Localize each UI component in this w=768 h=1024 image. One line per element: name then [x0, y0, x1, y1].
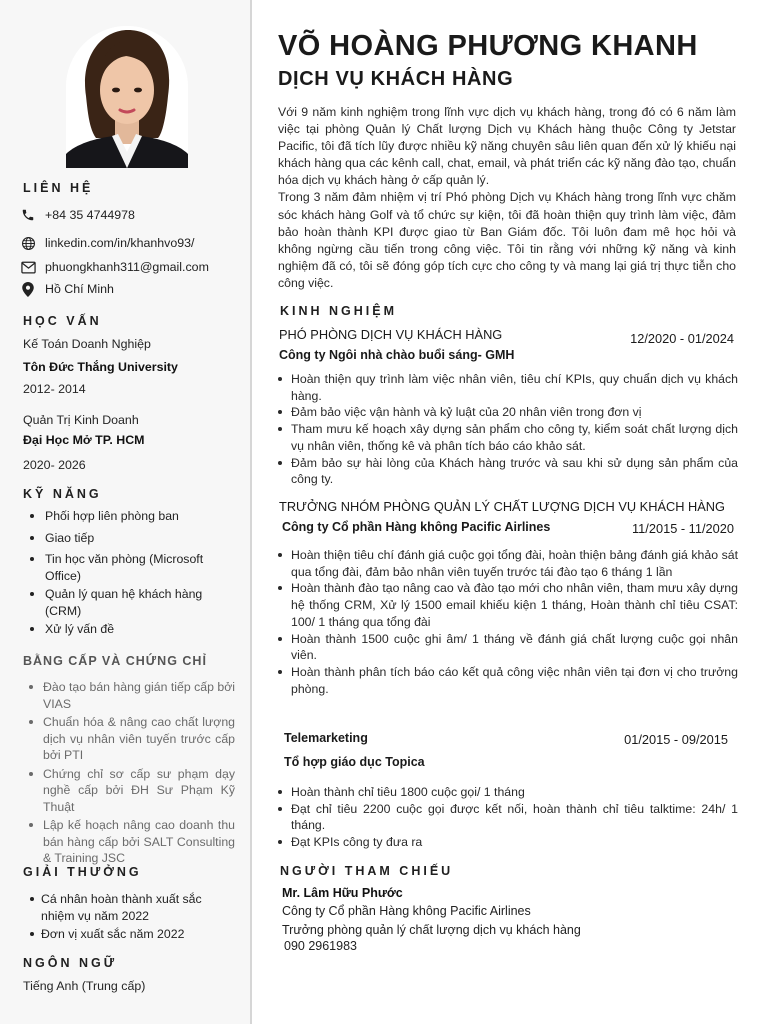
- summary-paragraph-1: Với 9 năm kinh nghiệm trong lĩnh vực dịch vụ khách hàng, trong đó có 6 năm làm việc tại phòng Quản lý Chất lượng Dịch vụ Khách hàng thuộc Công ty Jetstar Pacific, tôi đã tích lũy được nhiều kỹ năng chuyên sâu liên quan đến xử lý khiếu nại khách hàng qua các kênh call, chat, email, và phát triển các kỹ năng đào tạo, chuẩn hóa dịch vụ khách hàng ở cấp quản lý.: [278, 105, 736, 188]
- location-text: Hồ Chí Minh: [45, 282, 114, 296]
- phone-icon: [20, 207, 36, 223]
- reference-company: Công ty Cổ phần Hàng không Pacific Airlines: [282, 904, 531, 918]
- certificates-heading: BẰNG CẤP VÀ CHỨNG CHỈ: [23, 654, 207, 668]
- globe-icon: [20, 235, 36, 251]
- reference-phone[interactable]: 090 2961983: [284, 939, 357, 953]
- list-item: Đạt KPIs công ty đưa ra: [278, 834, 738, 851]
- list-item: Tham mưu kế hoạch xây dựng sản phẩm cho công ty, kiểm soát chất lượng dịch vụ nhân viên, thống kê và phân tích báo cáo khảo sát.: [278, 421, 738, 454]
- phone-number: +84 35 4744978: [45, 208, 135, 222]
- location-pin-icon: [20, 281, 36, 297]
- education-major-1: Kế Toán Doanh Nghiệp: [23, 337, 151, 351]
- list-item: Xử lý vấn đề: [23, 621, 228, 638]
- list-item: Hoàn thành 1500 cuộc ghi âm/ 1 tháng về đánh giá chất lượng cuộc gọi nhân viên.: [278, 631, 738, 664]
- contact-linkedin[interactable]: [20, 234, 194, 252]
- job-company-3: Tổ hợp giáo dục Topica: [284, 755, 425, 769]
- job-dates-2: 11/2015 - 11/2020: [632, 521, 734, 536]
- email-address: phuongkhanh311@gmail.com: [45, 260, 209, 274]
- contact-heading: LIÊN HỆ: [23, 181, 94, 195]
- reference-position: Trưởng phòng quản lý chất lượng dịch vụ khách hàng: [282, 923, 581, 937]
- list-item: Đảm bảo sự hài lòng của Khách hàng trước và sau khi sử dụng sản phẩm của công ty.: [278, 455, 738, 488]
- skills-list: [23, 508, 228, 638]
- job-dates-3: 01/2015 - 09/2015: [624, 732, 728, 747]
- list-item: Đơn vị xuất sắc năm 2022: [23, 926, 228, 943]
- job-company-2: Công ty Cổ phần Hàng không Pacific Airlines: [282, 520, 551, 534]
- list-item: Cá nhân hoàn thành xuất sắc nhiệm vụ năm 2022: [23, 891, 228, 924]
- education-major-2: Quản Trị Kinh Doanh: [23, 413, 139, 427]
- skills-heading: KỸ NĂNG: [23, 487, 102, 501]
- list-item: Tin học văn phòng (Microsoft Office): [23, 551, 228, 584]
- education-heading: HỌC VẤN: [23, 314, 102, 328]
- education-school-1: Tôn Đức Thắng University: [23, 360, 178, 374]
- main-content: [278, 0, 738, 1024]
- list-item: Quản lý quan hệ khách hàng (CRM): [23, 586, 228, 619]
- sidebar: [0, 0, 252, 1024]
- portrait-photo: [66, 26, 188, 168]
- candidate-title: DỊCH VỤ KHÁCH HÀNG: [278, 68, 514, 90]
- avatar: [66, 26, 188, 168]
- list-item: Hoàn thành phân tích báo cáo kết quả công việc nhân viên tại đơn vị cho trưởng phòng.: [278, 664, 738, 697]
- education-years-2: 2020- 2026: [23, 458, 86, 472]
- list-item: Đảm bảo việc vận hành và kỷ luật của 20 nhân viên trong đơn vị: [278, 404, 738, 421]
- list-item: Giao tiếp: [23, 530, 228, 547]
- list-item: Chứng chỉ sơ cấp sư phạm dạy nghề cấp bởi ĐH Sư Phạm Kỹ Thuật: [23, 766, 235, 816]
- list-item: Phối hợp liên phòng ban: [23, 508, 228, 525]
- language-value: Tiếng Anh (Trung cấp): [23, 979, 146, 993]
- education-years-1: 2012- 2014: [23, 382, 86, 396]
- contact-location: [20, 280, 114, 298]
- job-bullets-2: [278, 547, 738, 697]
- job-title-1: PHÓ PHÒNG DỊCH VỤ KHÁCH HÀNG: [279, 327, 503, 342]
- list-item: Chuẩn hóa & nâng cao chất lượng dịch vụ nhân viên tuyến trước cấp bởi PTI: [23, 714, 235, 764]
- list-item: Đạt chỉ tiêu 2200 cuộc gọi được kết nối, hoàn thành chỉ tiêu talktime: 24h/ 1 tháng.: [278, 801, 738, 834]
- reference-name: Mr. Lâm Hữu Phước: [282, 886, 403, 900]
- list-item: Hoàn thành chỉ tiêu 1800 cuộc gọi/ 1 tháng: [278, 784, 738, 801]
- job-bullets-3: [278, 784, 738, 851]
- awards-heading: GIẢI THƯỞNG: [23, 865, 142, 879]
- summary: [278, 104, 736, 292]
- list-item: Lập kế hoạch nâng cao doanh thu bán hàng cấp bởi SALT Consulting & Training JSC: [23, 817, 235, 867]
- job-title-3: Telemarketing: [284, 731, 368, 745]
- list-item: Hoàn thiện tiêu chí đánh giá cuộc gọi tổng đài, hoàn thiện bảng đánh giá khảo sát qua tổng đài, đảm bảo nhân viên tuyến trước tái đào tạo 6 tháng 1 lần: [278, 547, 738, 580]
- job-bullets-1: [278, 371, 738, 488]
- job-title-2: TRƯỞNG NHÓM PHÒNG QUẢN LÝ CHẤT LƯỢNG DỊCH VỤ KHÁCH HÀNG: [279, 499, 725, 514]
- summary-paragraph-2: Trong 3 năm đảm nhiệm vị trí Phó phòng Dịch vụ Khách hàng trong lĩnh vực chăm sóc khách hàng Golf và tổ chức sự kiện, tôi đã hoàn thiện quy trình làm việc, đảm bảo hoàn thành KPI được giao từ Ban Giám đốc. Tôi luôn đam mê học hỏi và không ngừng cầu tiến trong công việc. Tôi tin rằng với những kỹ năng và kinh nghiệm đã có, tôi sẽ đóng góp tích cực cho công ty và mang lại giá trị thực tiễn cho công việc.: [278, 190, 736, 290]
- job-dates-1: 12/2020 - 01/2024: [630, 331, 734, 346]
- education-school-2: Đại Học Mở TP. HCM: [23, 433, 145, 447]
- list-item: Đào tạo bán hàng gián tiếp cấp bởi VIAS: [23, 679, 235, 712]
- linkedin-link: linkedin.com/in/khanhvo93/: [45, 236, 195, 250]
- reference-heading: NGƯỜI THAM CHIẾU: [280, 864, 454, 878]
- experience-heading: KINH NGHIỆM: [280, 304, 398, 318]
- contact-email[interactable]: [20, 258, 209, 276]
- candidate-name: VÕ HOÀNG PHƯƠNG KHANH: [278, 30, 698, 62]
- list-item: Hoàn thiện quy trình làm việc nhân viên, tiêu chí KPIs, quy chuẩn dịch vụ khách hàng.: [278, 371, 738, 404]
- mail-icon: [20, 259, 36, 275]
- awards-list: [23, 891, 228, 943]
- list-item: Hoàn thành đào tạo nâng cao và đào tạo mới cho nhân viên, tham mưu xây dựng hệ thống CRM, Xử lý 1500 email khiếu kiện 1 tháng, Hoàn thành chỉ tiêu CSAT: 100/ 1 tháng qua tổng đài: [278, 580, 738, 630]
- job-company-1: Công ty Ngôi nhà chào buổi sáng- GMH: [279, 348, 515, 362]
- certificates-list: [23, 679, 235, 867]
- contact-phone[interactable]: [20, 206, 135, 224]
- languages-heading: NGÔN NGỮ: [23, 956, 118, 970]
